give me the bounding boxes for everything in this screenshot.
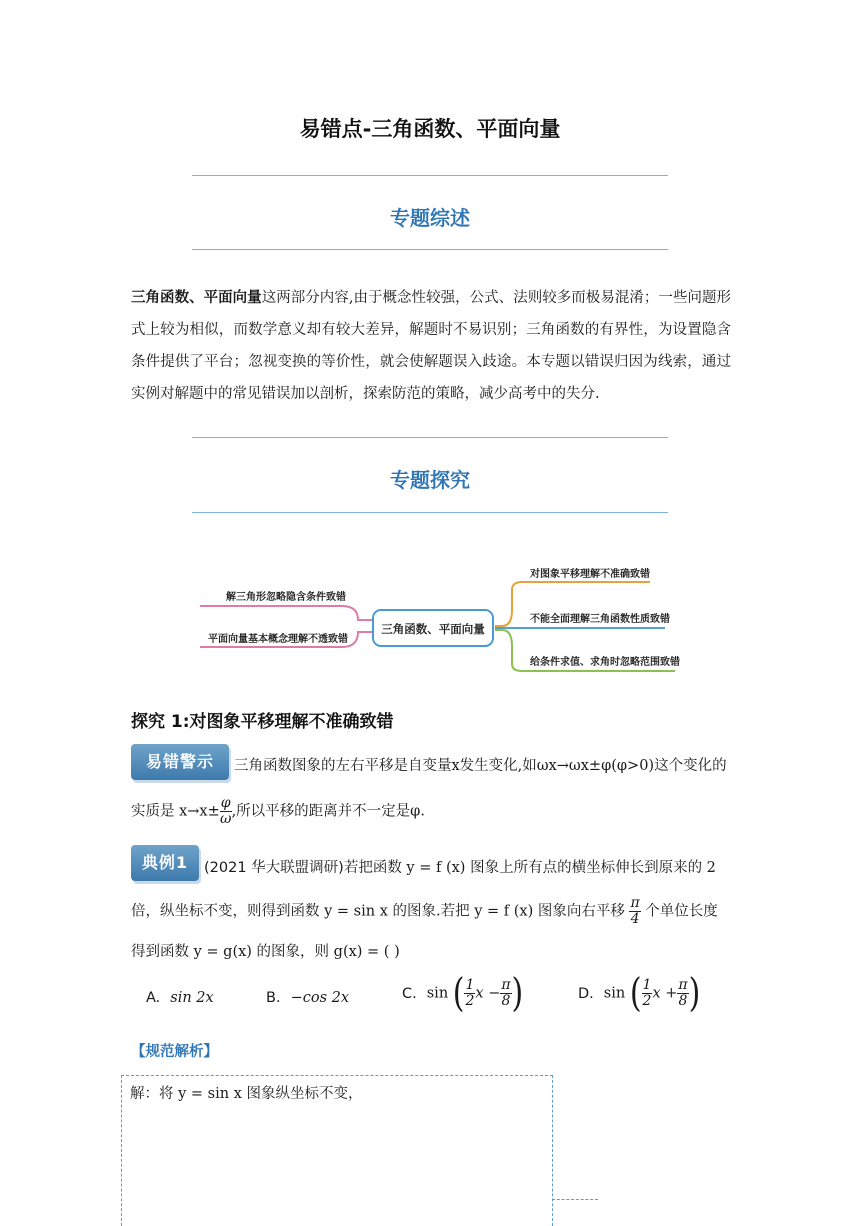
fraction-numerator: 1 (642, 977, 652, 993)
option-expression: −cos 2x (290, 990, 350, 1006)
option-expression: sin 2x (170, 990, 214, 1006)
fraction-denominator: 4 (630, 911, 640, 927)
mindmap-diagram (200, 560, 680, 675)
example-line-2 (131, 896, 718, 927)
fraction-numerator: π (501, 977, 511, 993)
divider (192, 249, 668, 250)
solution-label: 【规范解析】 (131, 1044, 218, 1060)
warning-text: ,所以平移的距离并不一定是φ. (231, 803, 425, 820)
fraction-numerator: π (630, 895, 640, 911)
fraction-denominator: 8 (501, 993, 511, 1009)
option-expression: x − (475, 985, 501, 1002)
fraction-denominator: 2 (642, 993, 652, 1009)
fraction (220, 796, 232, 827)
fraction-denominator: ω (219, 811, 232, 827)
mindmap-center-label: 三角函数、平面向量 (381, 622, 485, 636)
example-badge: 典例1 (131, 845, 199, 881)
example-text: 若把函数 y = f (x) 图象上所有点的横坐标伸长到原来的 2 (343, 860, 716, 876)
option-d: D. sin ( $\frac{1}{2}$ x + $\frac{\pi}{8}$ ) (578, 970, 701, 1017)
example-line-3: 得到函数 y = g(x) 的图象，则 g(x) = ( ) (131, 944, 400, 960)
intro-text: 这两部分内容,由于概念性较强，公式、法则较多而极易混淆；一些问题形式上较为相似，而数学意义却有较大差异，解题时不易识别；三角函数的有界性，为设置隐含条件提供了平台；忽视变换的等价性，就会使解题误入歧途。本专题以错误归因为线索，通过实例对解题中的常见错误加以剖析，探索防范的策略，减少高考中的失分. (131, 290, 732, 402)
example-source: (2021 华大联盟调研) (204, 860, 344, 876)
fraction-numerator: π (678, 977, 688, 993)
page-title: 易错点-三角函数、平面向量 (299, 117, 561, 141)
warning-badge: 易错警示 (131, 744, 229, 780)
example-line-1 (204, 856, 734, 877)
fraction (629, 896, 640, 927)
fraction-denominator: 8 (678, 993, 688, 1009)
section-heading-explore: 专题探究 (390, 468, 470, 492)
option-a (146, 990, 214, 1006)
solution-box (121, 1075, 553, 1226)
mindmap-left-item: 平面向量基本概念理解不透致错 (208, 634, 348, 645)
mindmap-right-item: 对图象平移理解不准确致错 (530, 569, 650, 580)
option-label: C. (402, 985, 417, 1002)
section-heading-overview: 专题综述 (390, 206, 470, 230)
fraction (500, 978, 511, 1009)
fraction-numerator: φ (220, 795, 231, 811)
intro-bold-lead: 三角函数、平面向量 (131, 290, 262, 306)
divider (192, 175, 668, 176)
mindmap-left-item: 解三角形忽略隐含条件致错 (226, 592, 346, 603)
option-expression: sin (603, 985, 626, 1002)
intro-paragraph (131, 282, 731, 410)
example-text: 个单位长度 (645, 903, 718, 920)
mindmap-right-item: 给条件求值、求角时忽略范围致错 (530, 657, 680, 668)
example-text: 倍，纵坐标不变，则得到函数 y = sin x 的图象.若把 y = f (x) 图象向右平移 (131, 903, 625, 920)
solution-line: 解：将 y = sin x 图象纵坐标不变， (130, 1086, 363, 1102)
option-c: C. sin ( $\frac{1}{2}$ x − $\frac{\pi}{8}$ ) (402, 970, 524, 1017)
warning-line: 三角函数图象的左右平移是自变量x发生变化,如ωx→ωx±φ(φ>0)这个变化的 (234, 758, 727, 774)
dashed-connector (552, 1199, 598, 1200)
fraction (642, 978, 653, 1009)
mindmap-right-item: 不能全面理解三角函数性质致错 (530, 614, 670, 625)
option-label: B. (266, 990, 281, 1006)
option-label: A. (146, 990, 161, 1006)
option-b (266, 990, 349, 1006)
mindmap-connector (200, 606, 372, 620)
option-expression: x + (652, 985, 678, 1002)
fraction (464, 978, 475, 1009)
divider (192, 437, 668, 438)
warning-text: 实质是 x→x± (131, 803, 220, 820)
fraction-denominator: 2 (465, 993, 475, 1009)
warning-line-2 (131, 796, 425, 827)
explore-heading: 探究 1:对图象平移理解不准确致错 (131, 712, 394, 732)
option-label: D. (578, 985, 594, 1002)
divider (192, 512, 668, 513)
option-expression: sin (426, 985, 449, 1002)
fraction-numerator: 1 (465, 977, 475, 993)
fraction (677, 978, 688, 1009)
